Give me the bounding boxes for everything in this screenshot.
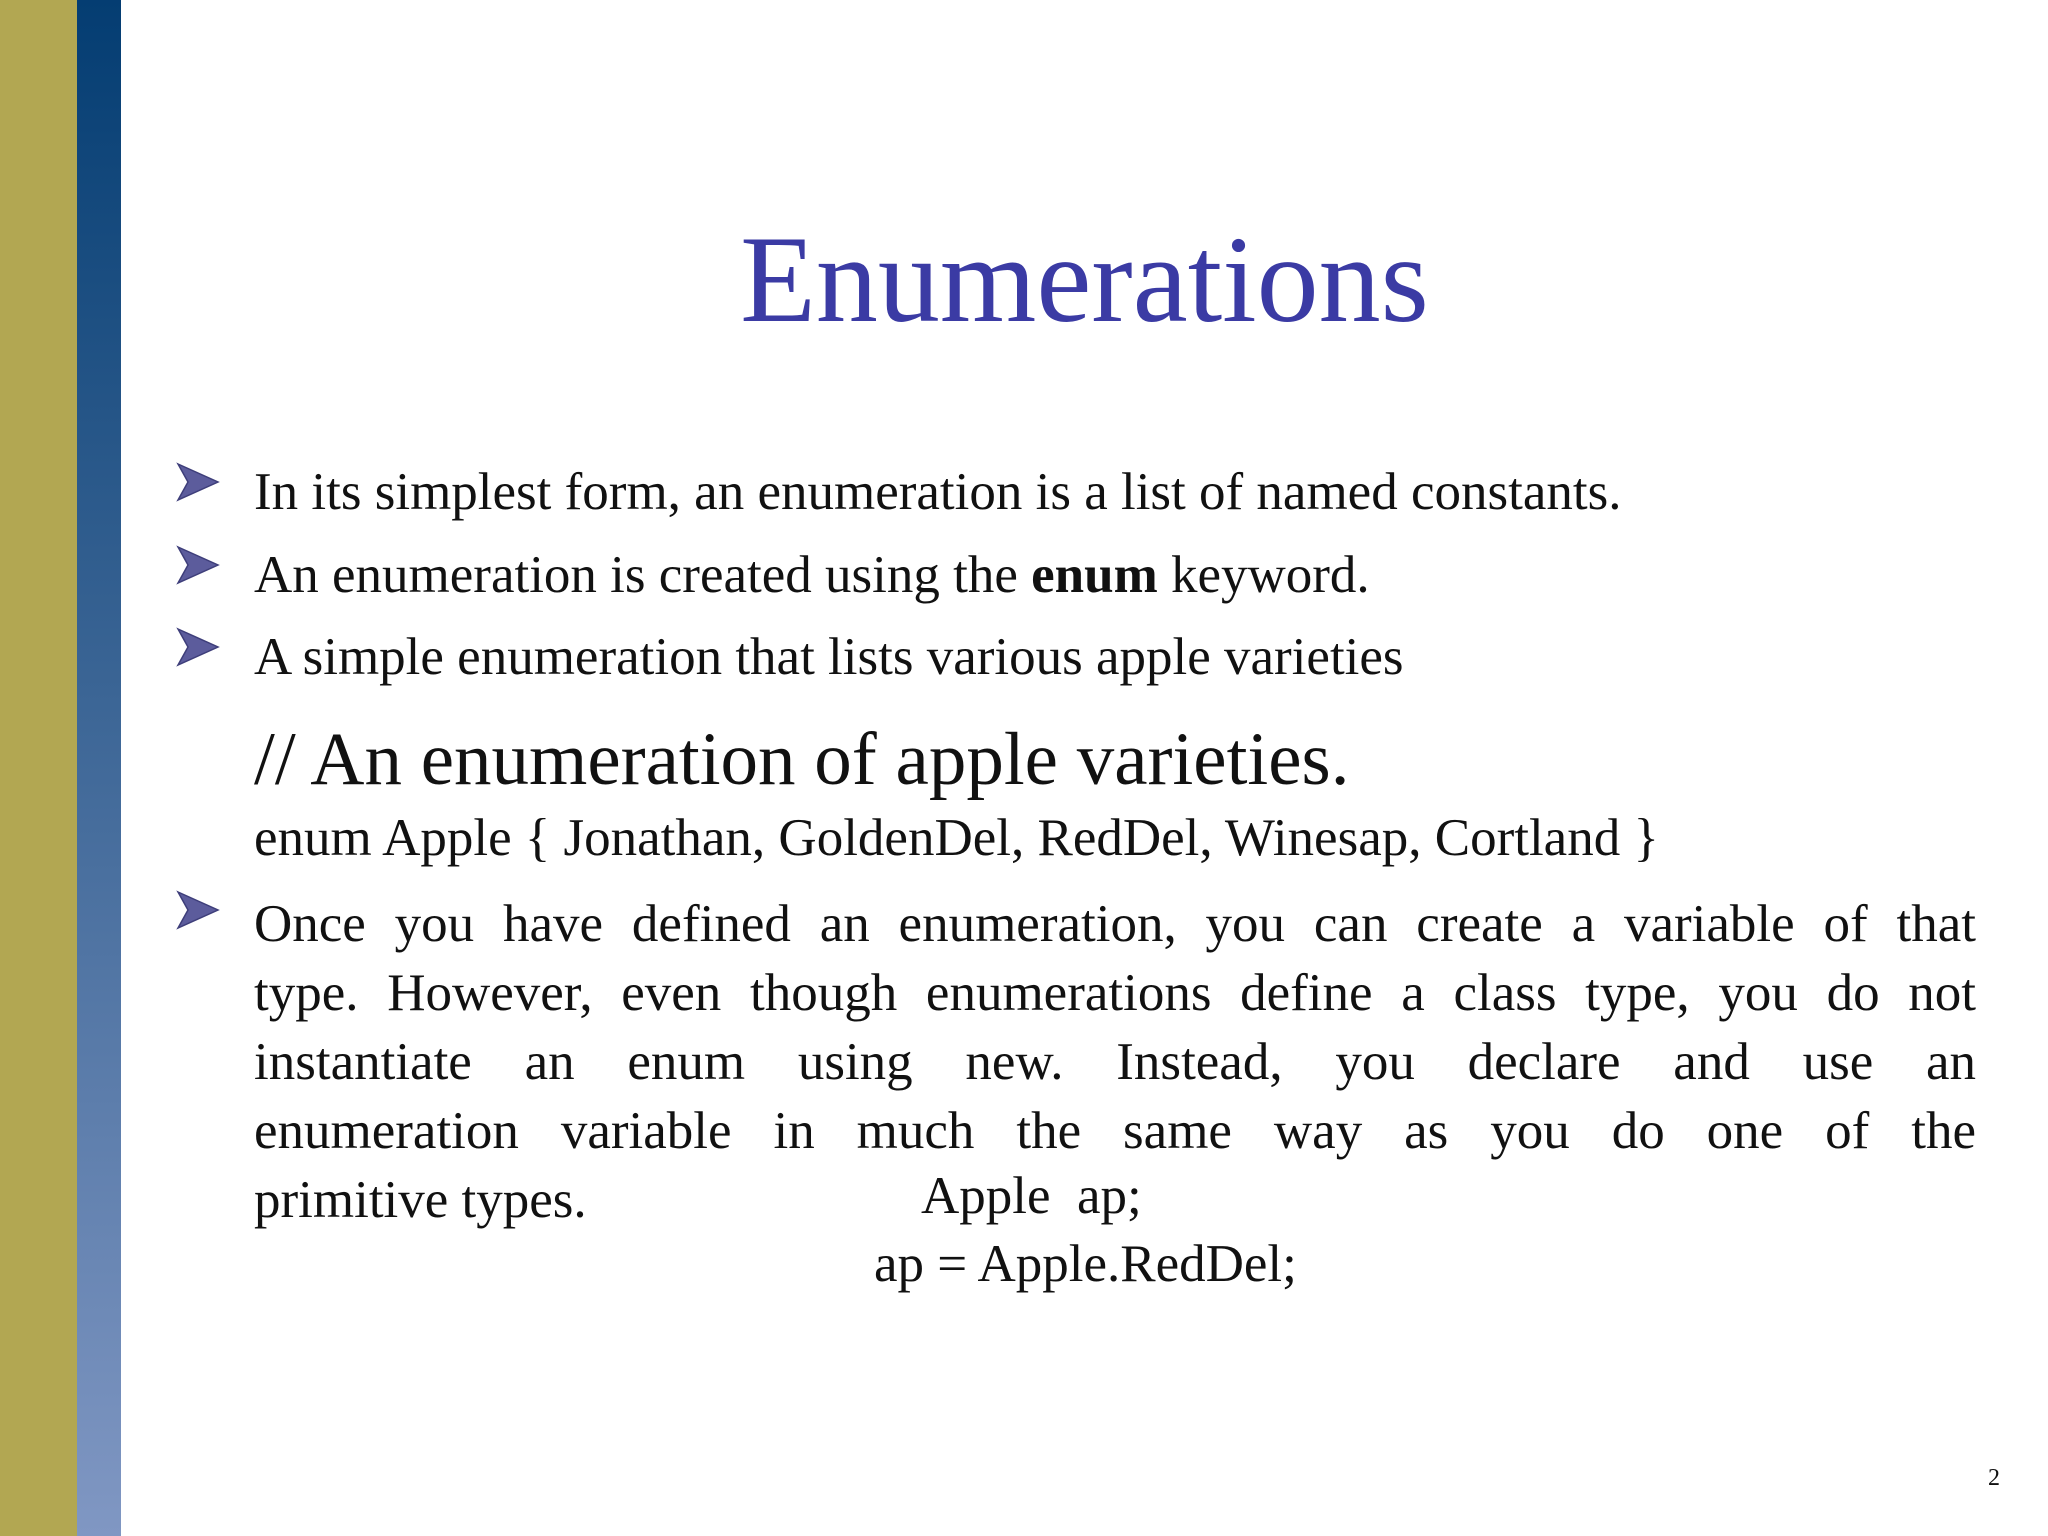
arrowhead-bullet-icon <box>176 627 220 671</box>
bullet-text-2-before: An enumeration is created using the <box>254 546 1032 604</box>
code-enum-declaration: enum Apple { Jonathan, GoldenDel, RedDel, Winesap, Cortland } <box>254 809 1659 867</box>
arrowhead-bullet-icon <box>176 545 220 589</box>
arrowhead-bullet-icon <box>176 890 220 934</box>
bullet-text-2-after: keyword. <box>1157 546 1370 604</box>
paragraph-line-3: instantiate an enum using new. Instead, you declare and use an <box>254 1033 1976 1091</box>
code-variable-declaration: Apple ap; <box>921 1167 1142 1225</box>
bullet-text-1: In its simplest form, an enumeration is a list of named constants. <box>254 463 1622 521</box>
code-comment: // An enumeration of apple varieties. <box>254 718 1350 801</box>
decorative-gold-stripe <box>0 0 77 1536</box>
slide-number: 2 <box>1988 1465 2000 1491</box>
paragraph-line-1: Once you have defined an enumeration, you can create a variable of that <box>254 895 1976 953</box>
decorative-blue-stripe <box>77 0 121 1536</box>
bullet-text-3: A simple enumeration that lists various apple varieties <box>254 628 1404 686</box>
paragraph-line-4: enumeration variable in much the same way as you do one of the <box>254 1102 1976 1160</box>
bullet-text-2 <box>254 545 1370 605</box>
slide-title: Enumerations <box>740 211 1429 348</box>
enum-keyword: enum <box>1031 546 1158 604</box>
paragraph-line-2: type. However, even though enumerations define a class type, you do not <box>254 964 1976 1022</box>
paragraph-line-5: primitive types. <box>254 1171 587 1229</box>
arrowhead-bullet-icon <box>176 462 220 506</box>
code-variable-assignment: ap = Apple.RedDel; <box>874 1235 1297 1293</box>
